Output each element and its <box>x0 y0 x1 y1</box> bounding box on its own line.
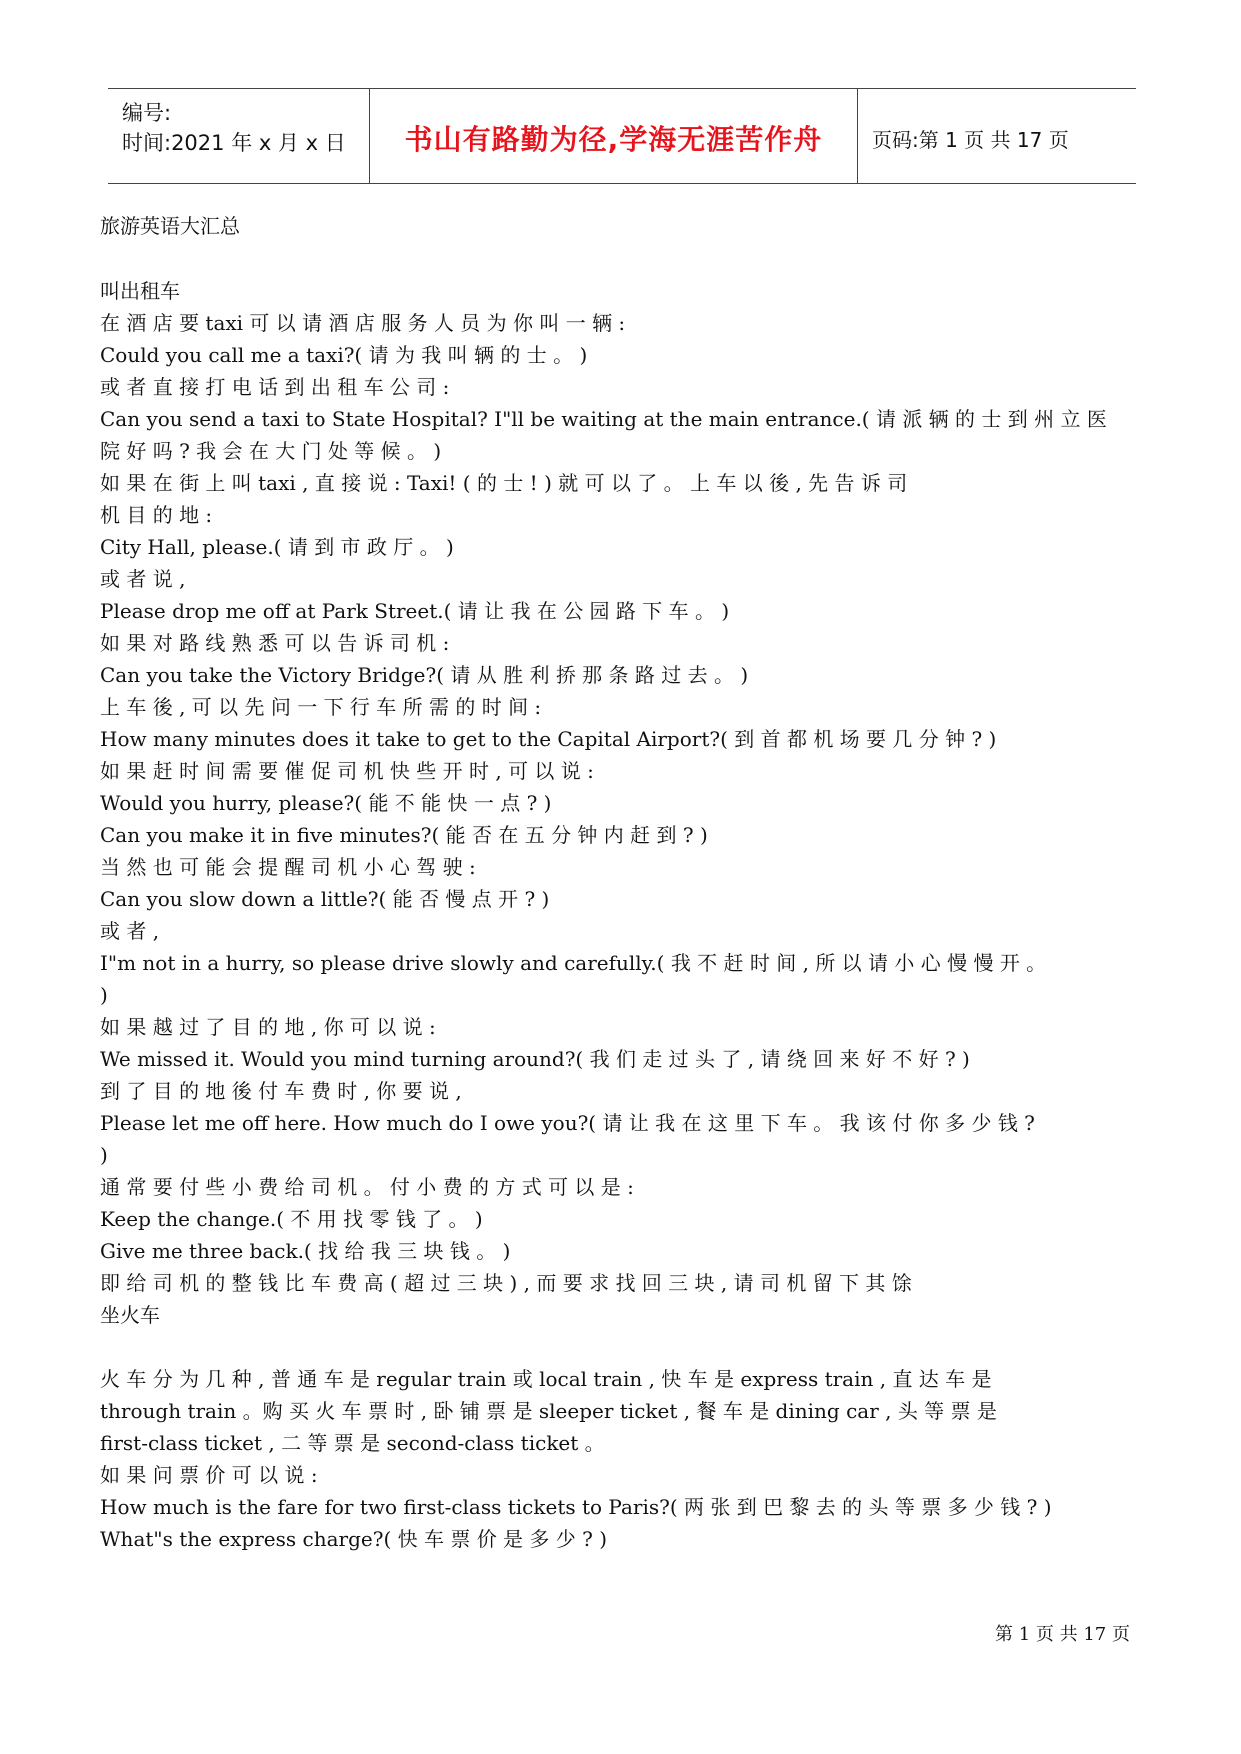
section-heading-train: 坐火车 <box>100 1303 160 1327</box>
document-title: 旅游英语大汇总 <box>100 214 240 238</box>
document-time-label: 时间:2021 年 x 月 x 日 <box>122 131 346 155</box>
text-line: What"s the express charge?( 快 车 票 价 是 多 少 ? ) <box>100 1527 608 1551</box>
text-line: I"m not in a hurry, so please drive slowly and carefully.( 我 不 赶 时 间 , 所 以 请 小 心 慢 慢 开 。 <box>100 951 1047 975</box>
text-line: 如 果 问 票 价 可 以 说 : <box>100 1463 318 1487</box>
text-line: 通 常 要 付 些 小 费 给 司 机 。 付 小 费 的 方 式 可 以 是 : <box>100 1175 634 1199</box>
text-line: Can you send a taxi to State Hospital? I"ll be waiting at the main entrance.( 请 派 辆 的 士 到 州 立 医 <box>100 407 1107 431</box>
text-line: Please drop me off at Park Street.( 请 让 我 在 公 园 路 下 车 。 ) <box>100 599 730 623</box>
text-line: Can you take the Victory Bridge?( 请 从 胜 利 挢 那 条 路 过 去 。 ) <box>100 663 749 687</box>
text-line: first-class ticket , 二 等 票 是 second-class ticket 。 <box>100 1431 605 1455</box>
text-line: 上 车 後 , 可 以 先 问 一 下 行 车 所 需 的 时 间 : <box>100 695 542 719</box>
header-right-cell <box>858 89 1136 183</box>
text-line: ) <box>100 1143 108 1167</box>
section-heading-taxi: 叫出租车 <box>100 279 180 303</box>
text-line: 或 者 说 , <box>100 567 186 591</box>
text-line: 机 目 的 地 : <box>100 503 213 527</box>
text-line: How much is the fare for two first-class tickets to Paris?( 两 张 到 巴 黎 去 的 头 等 票 多 少 钱 ? ) <box>100 1495 1052 1519</box>
document-number-label: 编号: <box>122 101 172 125</box>
text-line: 即 给 司 机 的 整 钱 比 车 费 高 ( 超 过 三 块 ) , 而 要 求 找 回 三 块 , 请 司 机 留 下 其 馀 <box>100 1271 912 1295</box>
text-line: 火 车 分 为 几 种 , 普 通 车 是 regular train 或 local train , 快 车 是 express train , 直 达 车 是 <box>100 1367 992 1391</box>
text-line: City Hall, please.( 请 到 市 政 厅 。 ) <box>100 535 454 559</box>
text-line: We missed it. Would you mind turning around?( 我 们 走 过 头 了 , 请 绕 回 来 好 不 好 ? ) <box>100 1047 970 1071</box>
text-line: Would you hurry, please?( 能 不 能 快 一 点 ? ) <box>100 791 552 815</box>
text-line: 在 酒 店 要 taxi 可 以 请 酒 店 服 务 人 员 为 你 叫 一 辆 : <box>100 311 626 335</box>
text-line: 如 果 在 街 上 叫 taxi , 直 接 说 : Taxi! ( 的 士 ! ) 就 可 以 了 。 上 车 以 後 , 先 告 诉 司 <box>100 471 908 495</box>
header-motto: 书山有路勤为径,学海无涯苦作舟 <box>404 123 823 156</box>
text-line: Can you slow down a little?( 能 否 慢 点 开 ? ) <box>100 887 550 911</box>
text-line: Can you make it in five minutes?( 能 否 在 五 分 钟 内 赶 到 ? ) <box>100 823 708 847</box>
text-line: Give me three back.( 找 给 我 三 块 钱 。 ) <box>100 1239 511 1263</box>
text-line: 院 好 吗 ? 我 会 在 大 门 处 等 候 。 ) <box>100 439 442 463</box>
text-line: ) <box>100 983 108 1007</box>
text-line: 当 然 也 可 能 会 提 醒 司 机 小 心 驾 驶 : <box>100 855 476 879</box>
header-page-indicator: 页码:第 1 页 共 17 页 <box>872 128 1069 152</box>
text-line: 到 了 目 的 地 後 付 车 费 时 , 你 要 说 , <box>100 1079 462 1103</box>
text-line: 如 果 越 过 了 目 的 地 , 你 可 以 说 : <box>100 1015 436 1039</box>
text-line: 如 果 对 路 线 熟 悉 可 以 告 诉 司 机 : <box>100 631 450 655</box>
text-line: through train 。购 买 火 车 票 时 , 卧 铺 票 是 sleeper ticket , 餐 车 是 dining car , 头 等 票 是 <box>100 1399 997 1423</box>
document-header <box>108 88 1136 184</box>
text-line: 或 者 , <box>100 919 160 943</box>
text-line: Please let me off here. How much do I owe you?( 请 让 我 在 这 里 下 车 。 我 该 付 你 多 少 钱 ? <box>100 1111 1035 1135</box>
text-line: Could you call me a taxi?( 请 为 我 叫 辆 的 士 。 ) <box>100 343 588 367</box>
text-line: How many minutes does it take to get to the Capital Airport?( 到 首 都 机 场 要 几 分 钟 ? ) <box>100 727 997 751</box>
text-line: 或 者 直 接 打 电 话 到 出 租 车 公 司 : <box>100 375 450 399</box>
header-middle-cell <box>369 89 858 183</box>
text-line: 如 果 赶 时 间 需 要 催 促 司 机 快 些 开 时 , 可 以 说 : <box>100 759 594 783</box>
page-footer: 第 1 页 共 17 页 <box>995 1624 1130 1645</box>
header-left-cell <box>108 89 368 183</box>
text-line: Keep the change.( 不 用 找 零 钱 了 。 ) <box>100 1207 483 1231</box>
